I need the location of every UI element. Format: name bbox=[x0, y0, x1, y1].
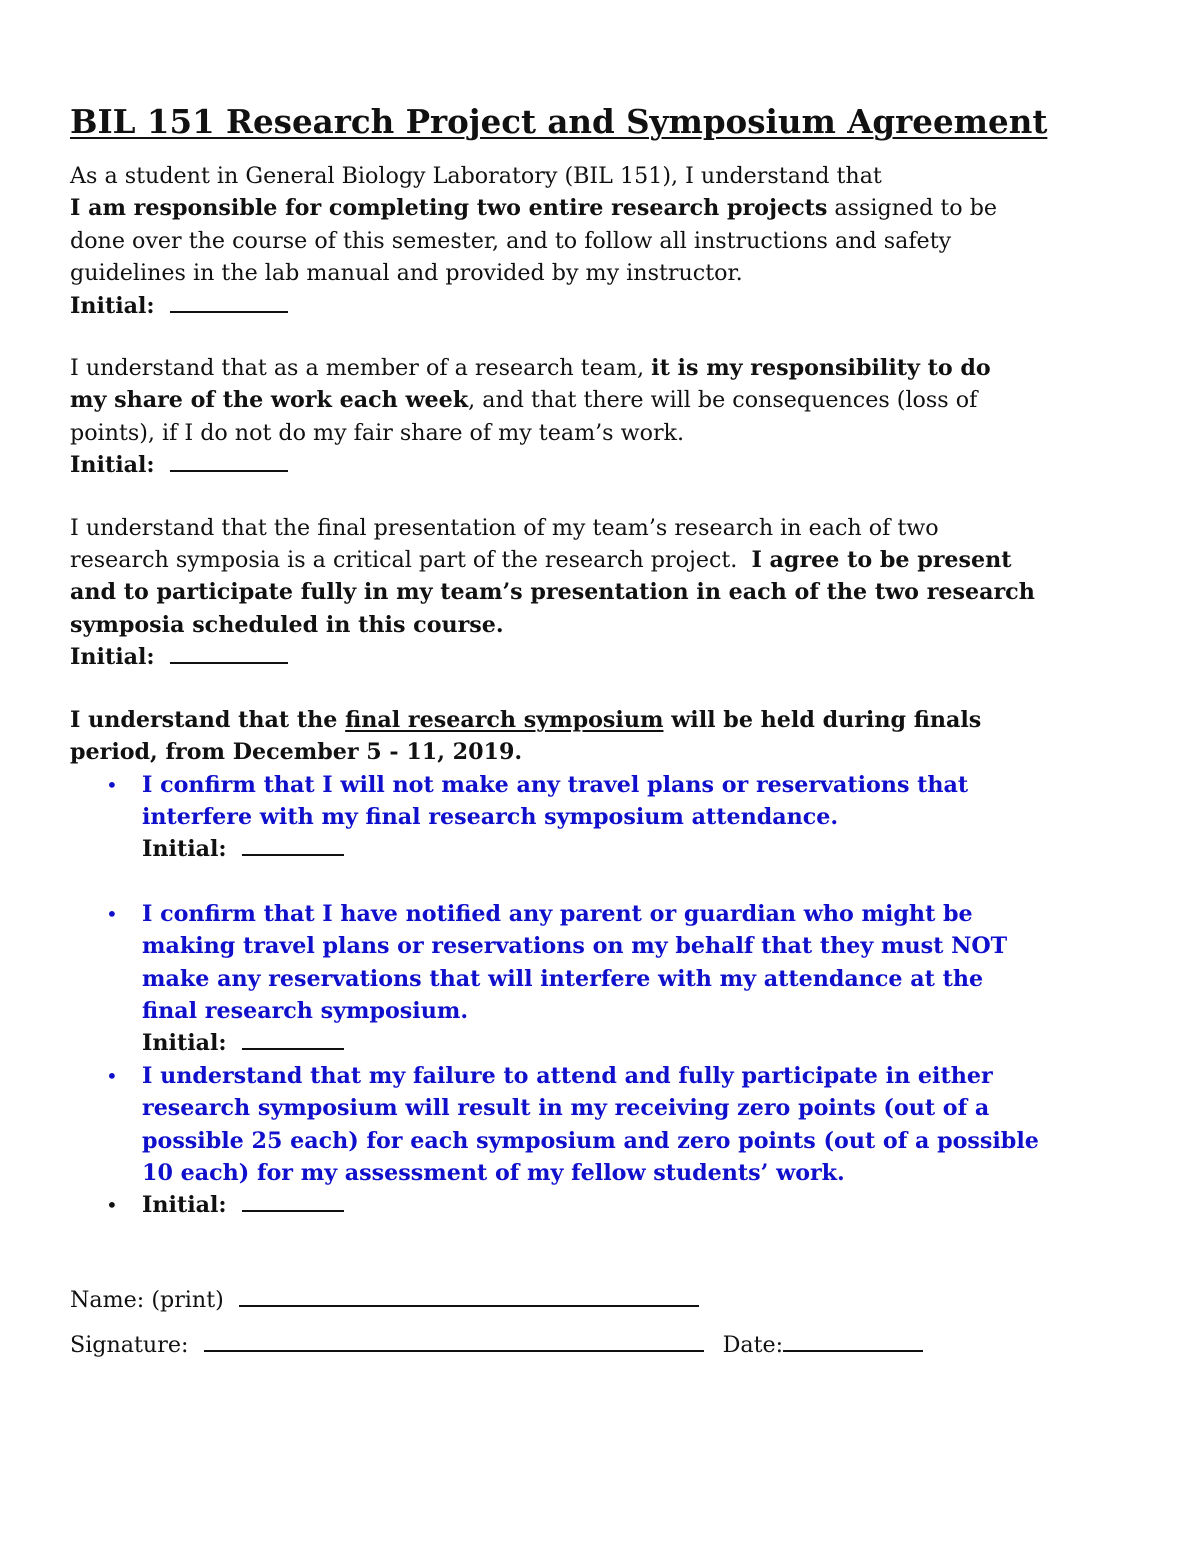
section3-line1: I understand that the final presentation of my team’s research in each of two bbox=[70, 514, 939, 541]
section3-line2-plain: research symposia is a critical part of the research project. bbox=[70, 547, 752, 574]
date-field[interactable] bbox=[783, 1328, 923, 1352]
initial-row-1 bbox=[70, 290, 1070, 322]
initial-blank-1[interactable] bbox=[170, 291, 288, 313]
section2-line1-plain: I understand that as a member of a research team, bbox=[70, 355, 652, 382]
section4-line1-b: will be held during finals bbox=[663, 706, 982, 733]
final-symposium-paragraph bbox=[70, 704, 1070, 769]
bullet3-line3: possible 25 each) for each symposium and zero points (out of a possible bbox=[142, 1127, 1039, 1154]
bullet3-line2: research symposium will result in my receiving zero points (out of a bbox=[142, 1095, 990, 1122]
spacer bbox=[70, 322, 1070, 352]
bullet-icon: • bbox=[106, 901, 118, 926]
initial-blank-3[interactable] bbox=[170, 642, 288, 664]
initial-label: Initial: bbox=[70, 292, 155, 319]
initial-blank-2[interactable] bbox=[170, 450, 288, 472]
page-title: BIL 151 Research Project and Symposium Agreement bbox=[70, 102, 1048, 141]
bullet1-line1: I confirm that I will not make any travel plans or reservations that bbox=[142, 771, 969, 798]
signature-label: Signature: bbox=[70, 1332, 189, 1358]
section2-line3: points), if I do not do my fair share of my team’s work. bbox=[70, 419, 685, 446]
initial-blank-5[interactable] bbox=[242, 1028, 344, 1050]
list-item bbox=[70, 769, 1070, 866]
spacer bbox=[70, 866, 1070, 898]
bullet3-line1: I understand that my failure to attend and fully participate in either bbox=[142, 1062, 993, 1089]
section2-line2-rest: , and that there will be consequences (loss of bbox=[468, 387, 978, 414]
section3-line3: and to participate fully in my team’s presentation in each of the two research bbox=[70, 579, 1035, 606]
bullet-icon: • bbox=[106, 1063, 118, 1088]
initial-blank-6[interactable] bbox=[242, 1190, 344, 1212]
section1-line4: guidelines in the lab manual and provided by my instructor. bbox=[70, 260, 743, 287]
initial-row-6 bbox=[142, 1189, 1070, 1221]
presentation-paragraph bbox=[70, 512, 1070, 674]
section2-line2 bbox=[70, 384, 1070, 416]
date-label: Date: bbox=[722, 1332, 784, 1358]
initial-label: Initial: bbox=[70, 644, 155, 671]
spacer bbox=[70, 674, 1070, 704]
signature-section bbox=[70, 1283, 1120, 1361]
initial-row-4 bbox=[142, 833, 1070, 865]
bullet2-line2: making travel plans or reservations on my behalf that they must NOT bbox=[142, 933, 1008, 960]
initial-row-5 bbox=[142, 1027, 1070, 1059]
section1-line3: done over the course of this semester, and to follow all instructions and safety bbox=[70, 227, 952, 254]
bullet3-line4: 10 each) for my assessment of my fellow students’ work. bbox=[142, 1159, 845, 1186]
list-item bbox=[70, 1060, 1070, 1190]
bullet-icon: • bbox=[106, 1193, 118, 1218]
initial-row-3 bbox=[70, 641, 1070, 673]
section2-line2-bold: my share of the work each week bbox=[70, 387, 469, 414]
bullet-icon: • bbox=[106, 772, 118, 797]
signature-field[interactable] bbox=[204, 1328, 704, 1352]
section4-line1 bbox=[70, 704, 1070, 736]
initial-label: Initial: bbox=[142, 1030, 227, 1057]
section3-line2-bold: I agree to be present bbox=[751, 547, 1012, 574]
section1-line1: As a student in General Biology Laboratory (BIL 151), I understand that bbox=[70, 163, 882, 189]
bullet2-line4: final research symposium. bbox=[142, 997, 469, 1024]
name-field[interactable] bbox=[239, 1283, 699, 1307]
name-label: Name: (print) bbox=[70, 1287, 224, 1313]
initial-label: Initial: bbox=[142, 1192, 227, 1219]
bullet1-line2: interfere with my final research symposium attendance. bbox=[142, 803, 839, 830]
name-row bbox=[70, 1283, 1120, 1316]
list-item bbox=[70, 898, 1070, 1060]
section4-line1-a: I understand that the bbox=[70, 706, 346, 733]
initial-row-2 bbox=[70, 449, 1070, 481]
initial-label: Initial: bbox=[142, 836, 227, 863]
final-research-symposium-text: final research symposium bbox=[345, 706, 664, 733]
team-paragraph bbox=[70, 352, 1070, 482]
section1-line2 bbox=[70, 192, 1070, 224]
signature-row bbox=[70, 1328, 1120, 1361]
agreement-document bbox=[70, 100, 1070, 1222]
section4-line2: period, from December 5 - 11, 2019. bbox=[70, 739, 523, 766]
section2-line1-bold: it is my responsibility to do bbox=[651, 355, 991, 382]
bullet2-line3: make any reservations that will interfere with my attendance at the bbox=[142, 965, 984, 992]
confirmation-list bbox=[70, 769, 1070, 1222]
section1-bold-text: I am responsible for completing two entire research projects bbox=[70, 195, 828, 222]
list-item bbox=[70, 1189, 1070, 1221]
section3-line4: symposia scheduled in this course. bbox=[70, 611, 504, 638]
spacer bbox=[70, 482, 1070, 512]
section1-line2-rest: assigned to be bbox=[827, 195, 998, 222]
initial-blank-4[interactable] bbox=[242, 834, 344, 856]
bullet2-line1: I confirm that I have notified any parent or guardian who might be bbox=[142, 900, 973, 927]
initial-label: Initial: bbox=[70, 452, 155, 479]
section2-line1 bbox=[70, 352, 1070, 384]
section3-line2 bbox=[70, 544, 1070, 576]
responsibility-paragraph bbox=[70, 160, 1070, 322]
